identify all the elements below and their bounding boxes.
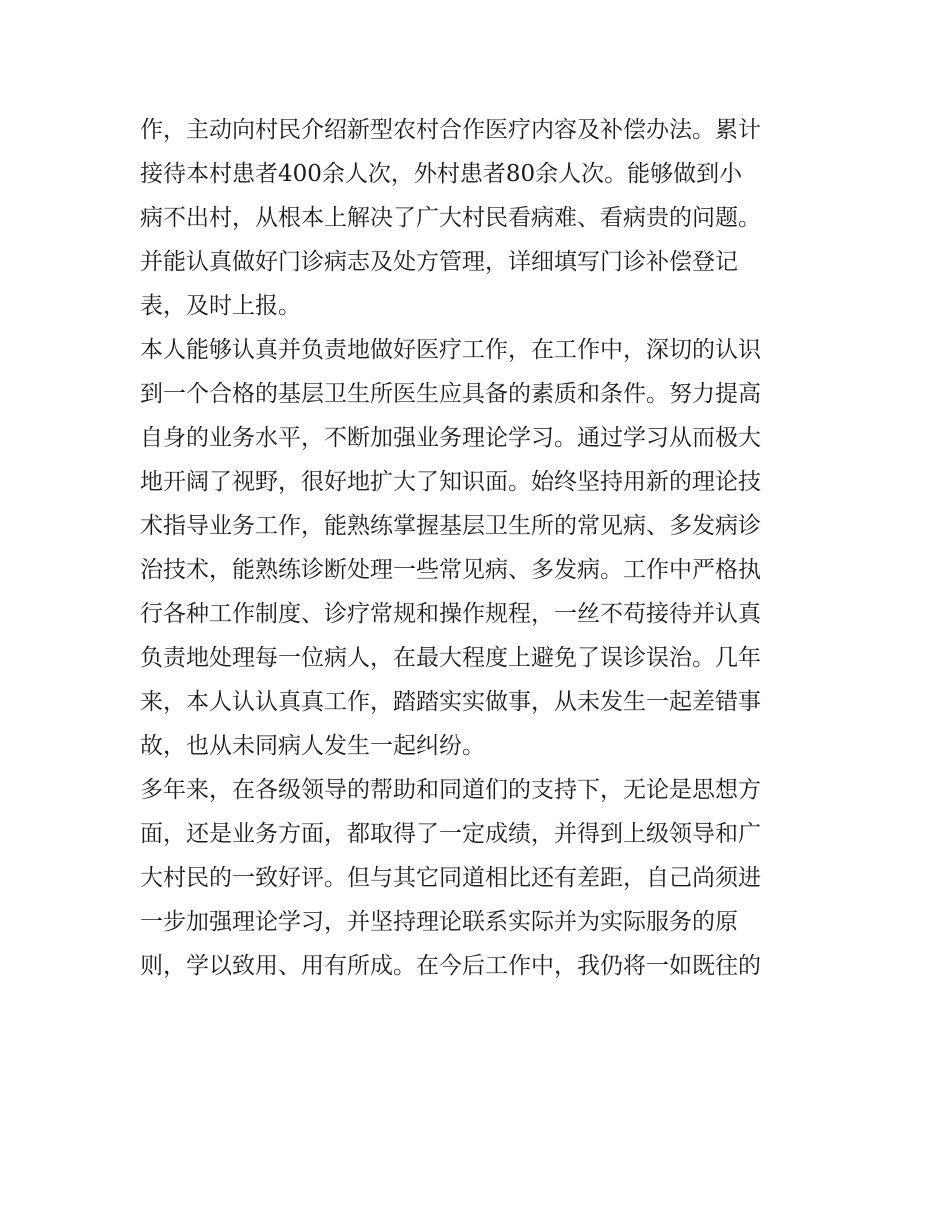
text-line: 作，主动向村民介绍新型农村合作医疗内容及补偿办法。累计	[140, 117, 761, 143]
text-line: 治技术，能熟练诊断处理一些常见病、多发病。工作中严格执	[140, 557, 761, 583]
text-line: 大村民的一致好评。但与其它同道相比还有差距，自己尚须进	[140, 865, 761, 891]
text-line: 行各种工作制度、诊疗常规和操作规程，一丝不苟接待并认真	[140, 601, 761, 627]
text-line: 一步加强理论学习，并坚持理论联系实际并为实际服务的原	[140, 909, 738, 935]
body-text	[140, 108, 830, 988]
text-line: 本人能够认真并负责地做好医疗工作，在工作中，深切的认识	[140, 337, 761, 363]
text-line: 地开阔了视野，很好地扩大了知识面。始终坚持用新的理论技	[140, 469, 761, 495]
text-line: 病不出村，从根本上解决了广大村民看病难、看病贵的问题。	[140, 205, 761, 231]
text-line: 表，及时上报。	[140, 293, 301, 319]
text-line: 则，学以致用、用有所成。在今后工作中，我仍将一如既往的	[140, 953, 761, 979]
text-line: 来，本人认认真真工作，踏踏实实做事，从未发生一起差错事	[140, 689, 761, 715]
text-line: 并能认真做好门诊病志及处方管理，详细填写门诊补偿登记	[140, 249, 738, 275]
text-line: 故，也从未同病人发生一起纠纷。	[140, 733, 485, 759]
text-line: 多年来，在各级领导的帮助和同道们的支持下，无论是思想方	[140, 777, 761, 803]
text-line: 到一个合格的基层卫生所医生应具备的素质和条件。努力提高	[140, 381, 761, 407]
text-line: 接待本村患者400余人次，外村患者80余人次。能够做到小	[140, 161, 743, 187]
text-line: 负责地处理每一位病人，在最大程度上避免了误诊误治。几年	[140, 645, 761, 671]
text-line: 术指导业务工作，能熟练掌握基层卫生所的常见病、多发病诊	[140, 513, 761, 539]
text-line: 自身的业务水平，不断加强业务理论学习。通过学习从而极大	[140, 425, 761, 451]
text-line: 面，还是业务方面，都取得了一定成绩，并得到上级领导和广	[140, 821, 761, 847]
